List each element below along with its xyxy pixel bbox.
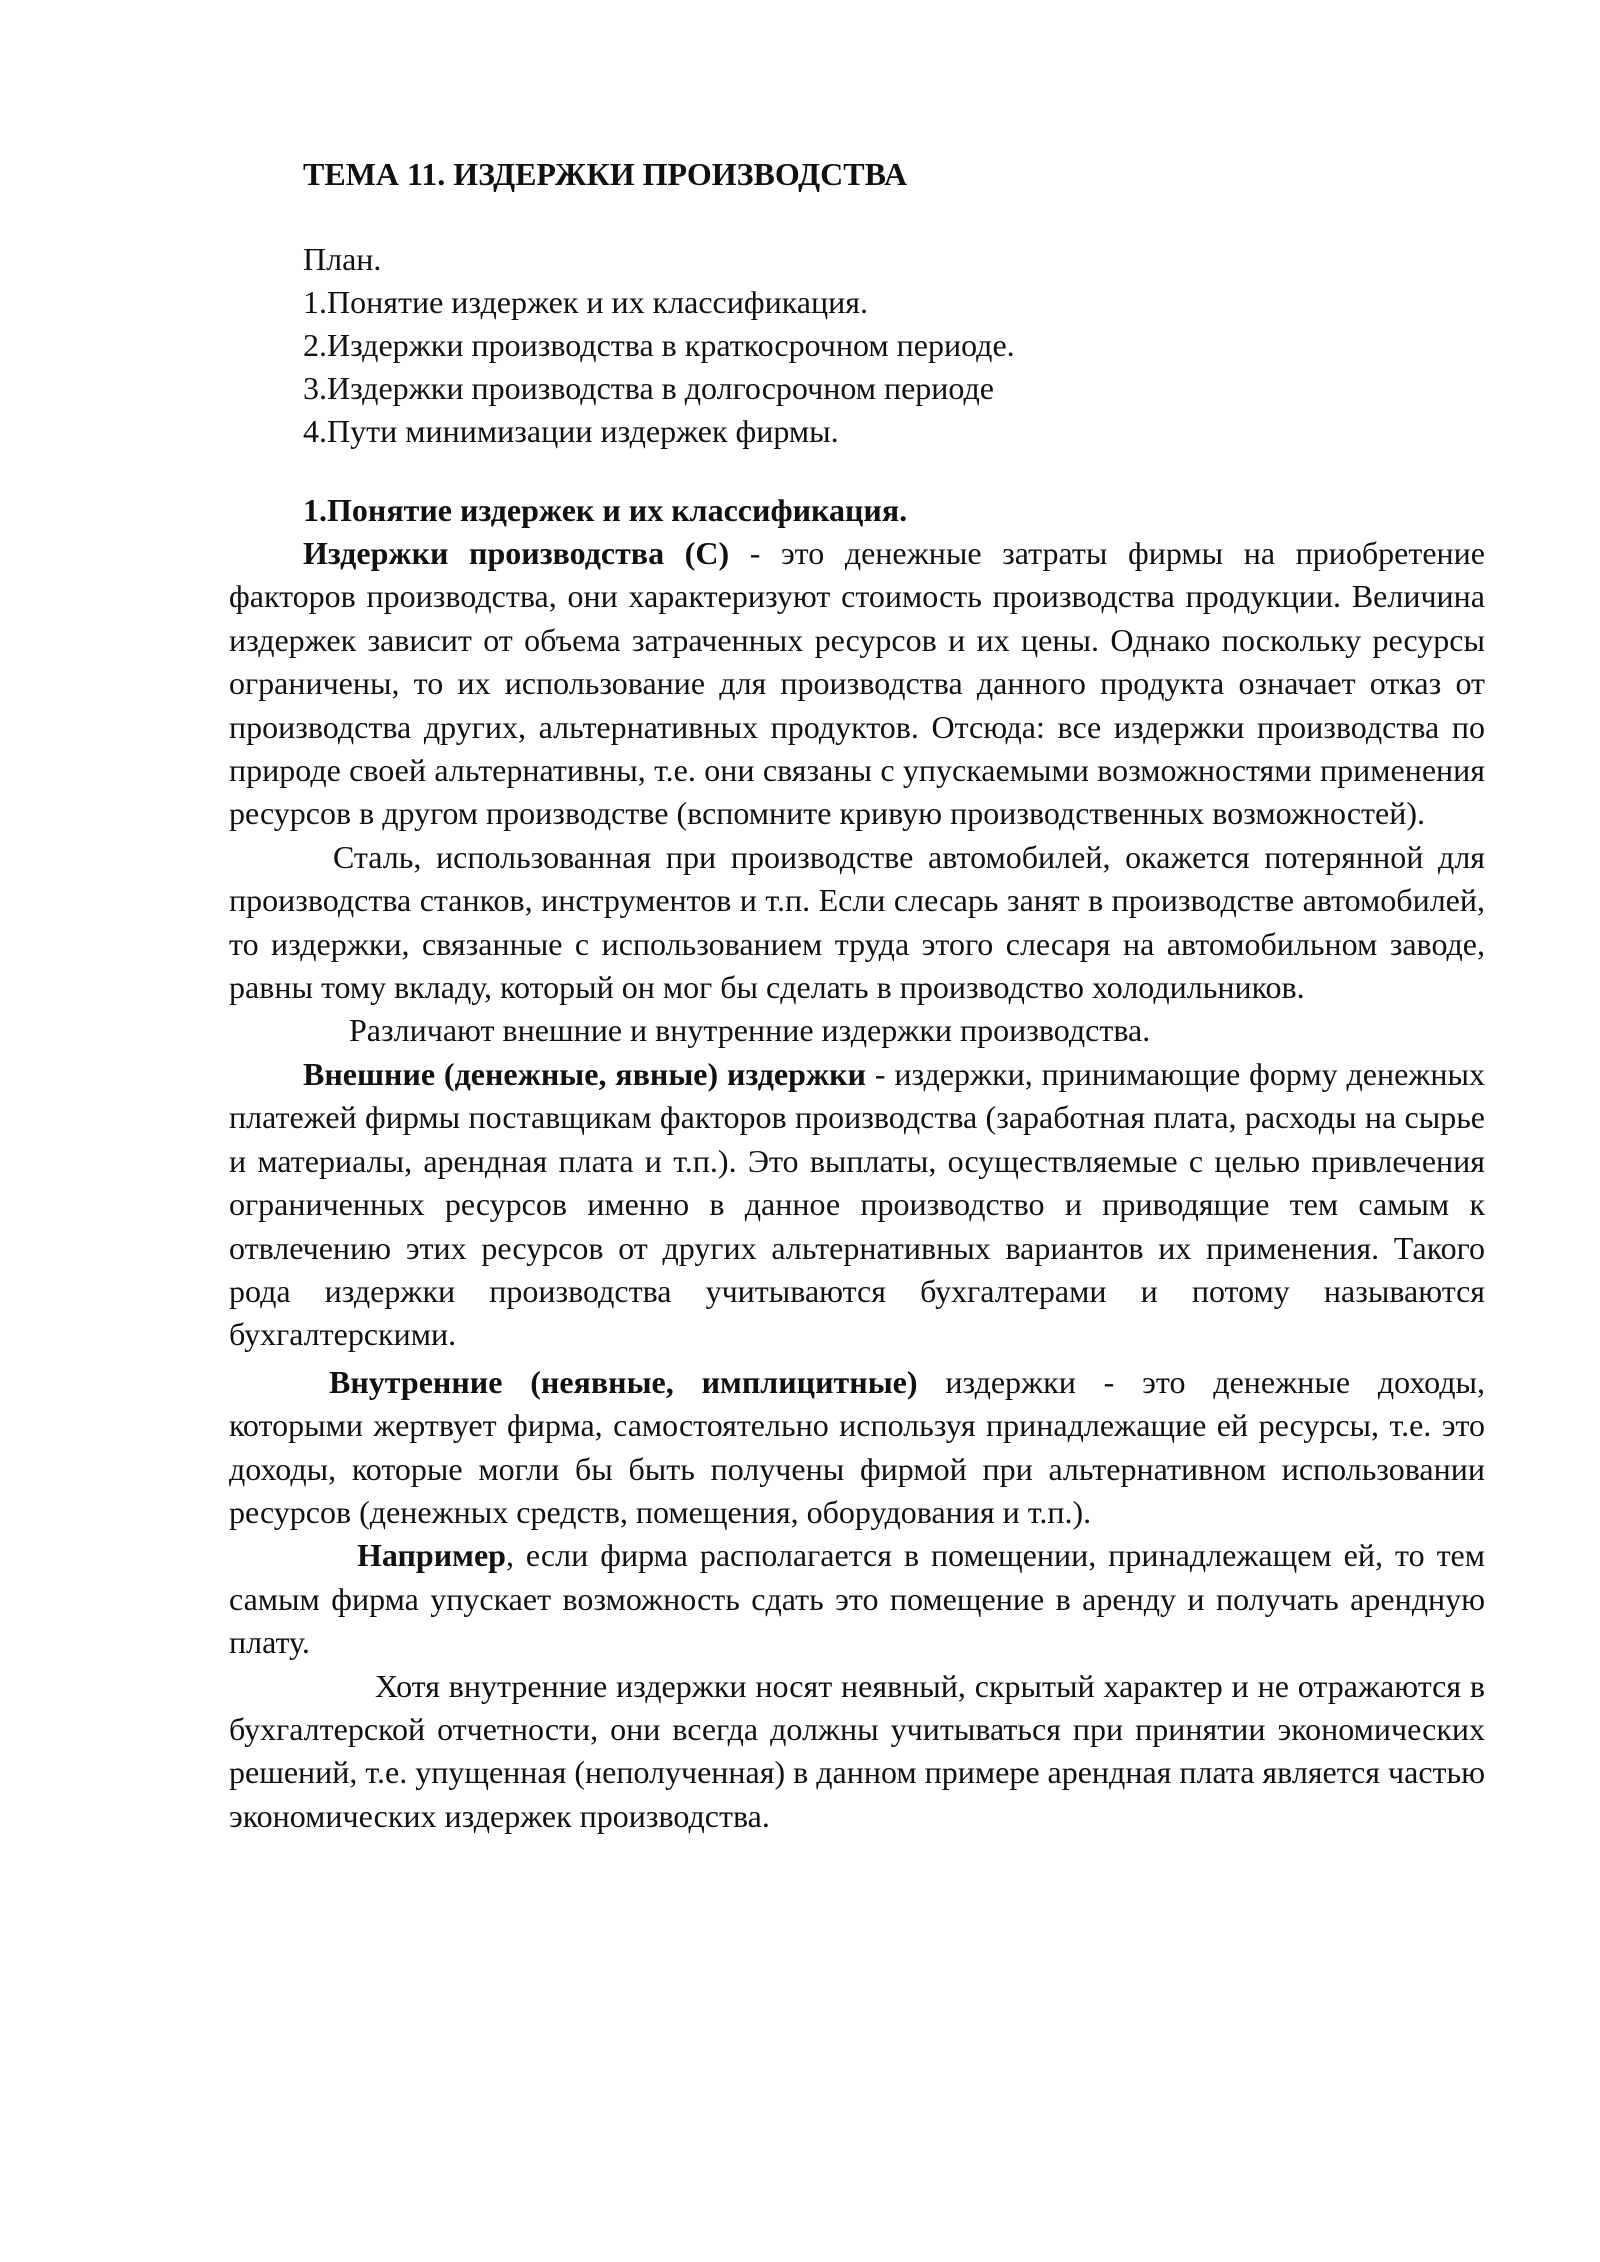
paragraph-distinguish: Различают внешние и внутренние издержки производства. <box>349 1012 1151 1049</box>
document-page <box>229 150 1485 1838</box>
paragraph-text: - это денежные затраты фирмы на приобретение факторов производства, они характеризуют стоимость производства продукции. Величина издержек зависит от объема затраченных ресурсов и их цены. Однако поскольку ресурсы ограничены, то их использование для производства данного продукта означает отказ от производства других, альтернативных продуктов. Отсюда: все издержки производства по природе своей альтернативны, т.е. они связаны с упускаемыми возможностями применения ресурсов в другом производстве (вспомните кривую производственных возможностей). <box>229 535 1486 832</box>
paragraph-production-costs <box>229 532 1485 836</box>
plan-label: План. <box>303 241 382 277</box>
paragraph-implicit-note: Хотя внутренние издержки носят неявный, скрытый характер и не отражаются в бухгалтерской отчетности, они всегда должны учитываться при принятии экономических решений, т.е. упущенная (неполученная) в данном примере арендная плата является частью экономических издержек производства. <box>229 1667 1485 1834</box>
section-heading: 1.Понятие издержек и их классификация. <box>303 492 908 528</box>
paragraph-text: , если фирма располагается в помещении, принадлежащем ей, то тем самым фирма упускает возможность сдать это помещение в аренду и получать арендную плату. <box>229 1537 1485 1661</box>
plan-item: 4.Пути минимизации издержек фирмы. <box>303 413 839 449</box>
paragraph-text: издержки - это денежные доходы, которыми жертвует фирма, самостоятельно используя принадлежащие ей ресурсы, т.е. это доходы, которые могли бы быть получены фирмой при альтернативном использовании ресурсов (денежных средств, помещения, оборудования и т.п.). <box>229 1363 1486 1530</box>
term-production-costs: Издержки производства (С) <box>303 535 730 571</box>
paragraph-external-costs <box>229 1053 1485 1357</box>
paragraph-internal-costs <box>229 1361 1485 1535</box>
term-external-costs: Внешние (денежные, явные) издержки <box>303 1055 866 1092</box>
paragraph-text: - издержки, принимающие форму денежных платежей фирмы поставщикам факторов производства (заработная плата, расходы на сырье и материалы, арендная плата и т.п.). Это выплаты, осуществляемые с целью привлечения ограниченных ресурсов именно в данное производство и приводящие тем самым к отвлечению этих ресурсов от других альтернативных вариантов их применения. Такого рода издержки производства учитываются бухгалтерами и потому называются бухгалтерскими. <box>229 1055 1486 1353</box>
paragraph-example <box>229 1534 1485 1664</box>
plan-item: 1.Понятие издержек и их классификация. <box>303 284 868 320</box>
term-internal-costs: Внутренние (неявные, имплицитные) <box>329 1363 918 1400</box>
plan-item: 3.Издержки производства в долгосрочном периоде <box>303 370 994 406</box>
plan-item: 2.Издержки производства в краткосрочном периоде. <box>303 327 1015 363</box>
plan-block <box>303 238 1485 453</box>
term-example: Например <box>357 1537 506 1574</box>
document-title: ТЕМА 11. ИЗДЕРЖКИ ПРОИЗВОДСТВА <box>303 156 908 192</box>
paragraph-steel-example: Сталь, использованная при производстве автомобилей, окажется потерянной для производства станков, инструментов и т.п. Если слесарь занят в производстве автомобилей, то издержки, связанные с использованием труда этого слесаря на автомобильном заводе, равны тому вкладу, который он мог бы сделать в производство холодильников. <box>229 838 1485 1006</box>
